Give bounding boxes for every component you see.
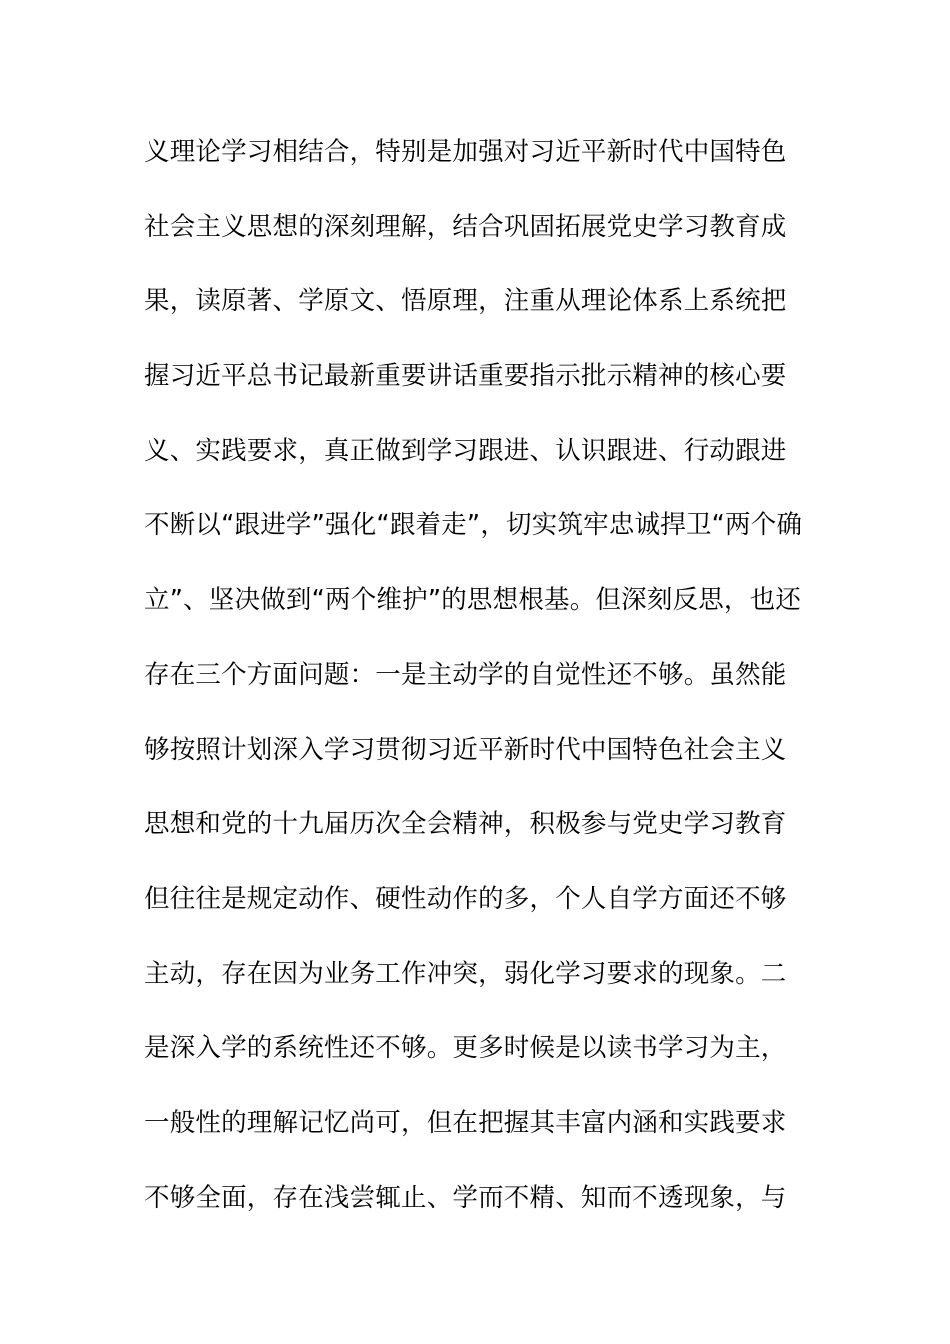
text-line: 义理论学习相结合，特别是加强对习近平新时代中国特色 [144,137,787,167]
text-line: 果，读原著、学原文、悟原理，注重从理论体系上系统把 [144,286,787,317]
text-line: 不够全面，存在浅尝辄止、学而不精、知而不透现象，与 [144,1182,787,1213]
text-line: 立”、坚决做到“两个维护”的思想根基。但深刻反思，也还 [144,585,802,616]
text-line: 思想和党的十九届历次全会精神，积极参与党史学习教育 [144,809,787,840]
text-line: 存在三个方面问题：一是主动学的自觉性还不够。虽然能 [144,659,787,690]
text-line: 但往往是规定动作、硬性动作的多，个人自学方面还不够 [144,883,787,914]
text-line: 够按照计划深入学习贯彻习近平新时代中国特色社会主义 [144,734,787,765]
text-line: 一般性的理解记忆尚可，但在把握其丰富内涵和实践要求 [144,1107,787,1138]
text-line: 不断以“跟进学”强化“跟着走”，切实筑牢忠诚捍卫“两个确 [144,510,803,541]
body-paragraph [144,115,814,1235]
text-line: 握习近平总书记最新重要讲话重要指示批示精神的核心要 [144,361,787,392]
text-line: 社会主义思想的深刻理解，结合巩固拓展党史学习教育成 [144,211,787,242]
text-line: 主动，存在因为业务工作冲突，弱化学习要求的现象。二 [144,958,787,989]
text-line: 是深入学的系统性还不够。更多时候是以读书学习为主， [144,1033,787,1064]
text-line: 义、实践要求，真正做到学习跟进、认识跟进、行动跟进 [144,435,787,466]
